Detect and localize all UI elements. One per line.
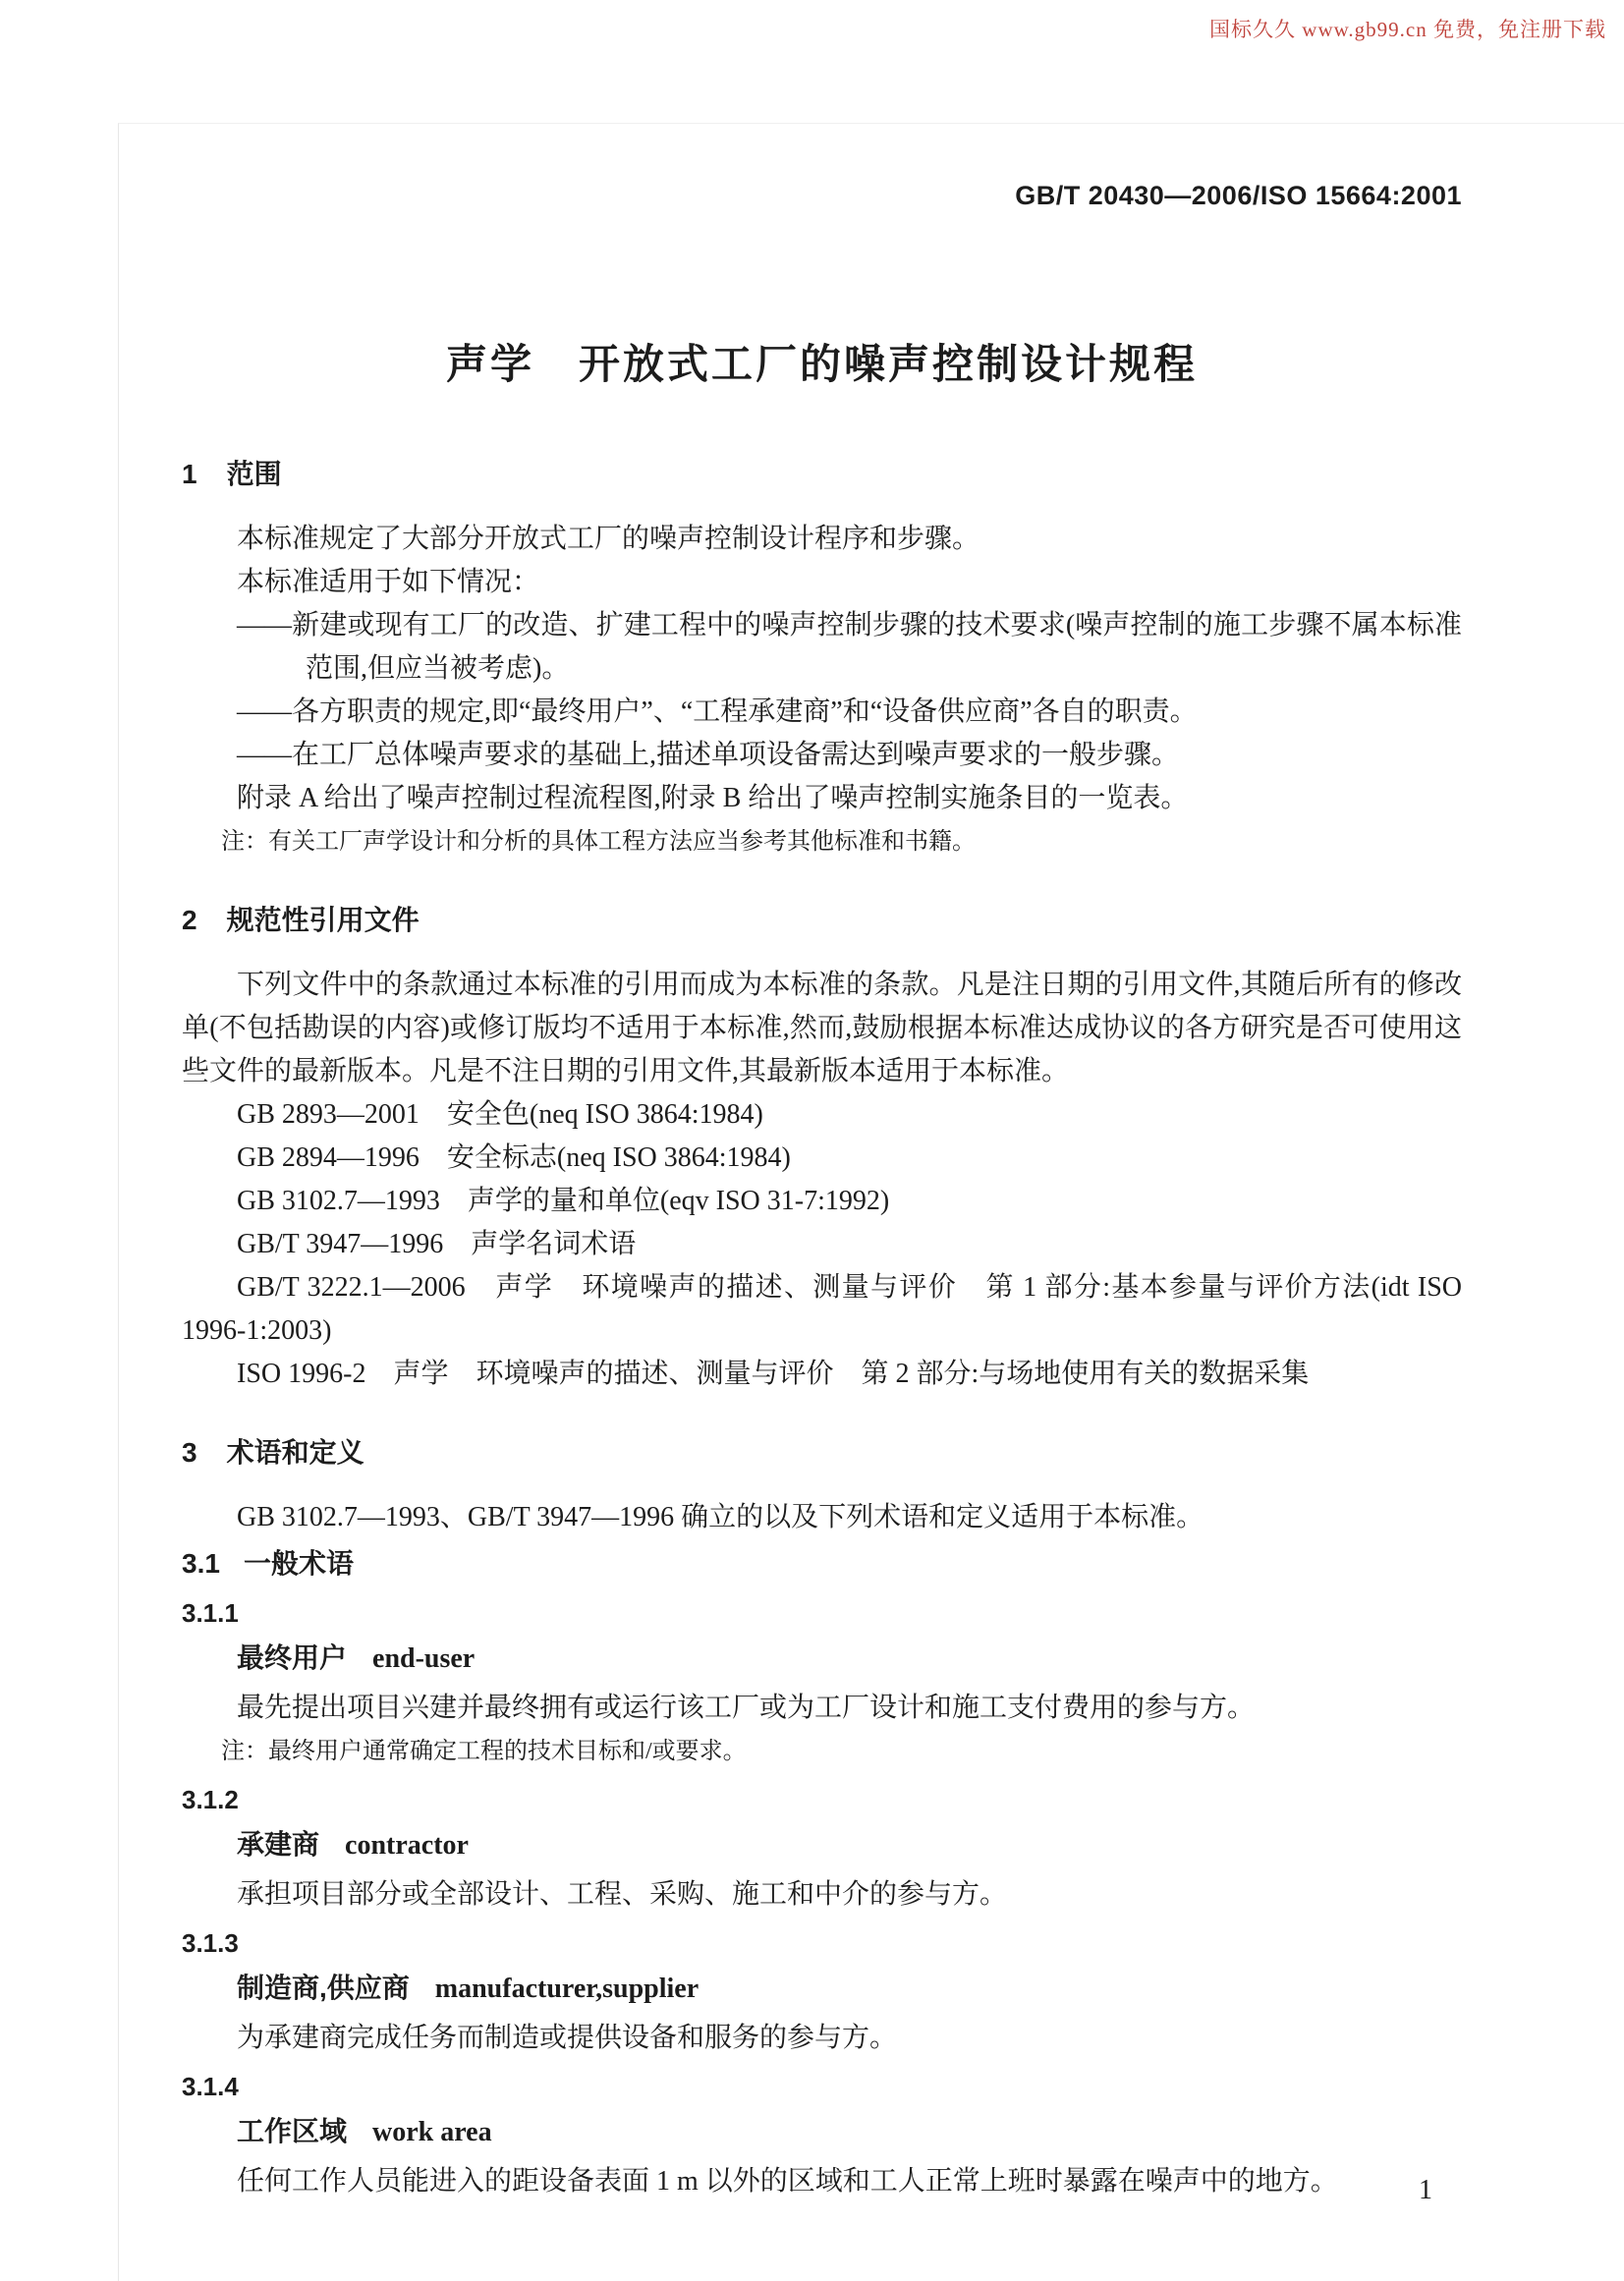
paragraph: 本标准规定了大部分开放式工厂的噪声控制设计程序和步骤。 [237, 524, 980, 554]
term-definition: 为承建商完成任务而制造或提供设备和服务的参与方。 [237, 2023, 898, 2053]
term-name-en: contractor [345, 1830, 469, 1861]
clause-number: 3.1.2 [182, 1785, 239, 1814]
reference-entry: ISO 1996-2 声学 环境噪声的描述、测量与评价 第 2 部分:与场地使用有关的数据采集 [237, 1359, 1310, 1389]
term-entry [182, 2064, 1462, 2203]
list-item: ——新建或现有工厂的改造、扩建工程中的噪声控制步骤的技术要求(噪声控制的施工步骤不属本标准范围,但应当被考虑)。 [237, 610, 1462, 684]
term-name-zh: 最终用户 [237, 1642, 348, 1673]
term-name-zh: 工作区域 [237, 2116, 348, 2146]
section-number: 2 [182, 905, 197, 935]
section-number: 3 [182, 1437, 197, 1468]
term-name-zh: 制造商,供应商 [237, 1973, 410, 2003]
page-number: 1 [1419, 2175, 1432, 2205]
term-name-zh: 承建商 [237, 1829, 320, 1860]
section-2-heading [182, 901, 1462, 940]
reference-entry: GB 2894—1996 安全标志(neq ISO 3864:1984) [237, 1142, 791, 1173]
term-definition: 任何工作人员能进入的距设备表面 1 m 以外的区域和工人正常上班时暴露在噪声中的地方。 [237, 2166, 1338, 2197]
term-definition: 承担项目部分或全部设计、工程、采购、施工和中介的参与方。 [237, 1879, 1008, 1910]
reference-entry: GB 3102.7—1993 声学的量和单位(eqv ISO 31-7:1992) [237, 1186, 890, 1216]
document-title: 声学 开放式工厂的噪声控制设计规程 [445, 341, 1198, 387]
paragraph: 本标准适用于如下情况： [237, 567, 540, 597]
paragraph: 附录 A 给出了噪声控制过程流程图,附录 B 给出了噪声控制实施条目的一览表。 [237, 783, 1189, 813]
reference-entry: GB/T 3222.1—2006 声学 环境噪声的描述、测量与评价 第 1 部分:基本参量与评价方法(idt ISO 1996-1:2003) [182, 1272, 1462, 1346]
subsection-heading-text: 一般术语 [243, 1548, 354, 1579]
term-entry [182, 1777, 1462, 1917]
clause-number: 3.1.1 [182, 1598, 239, 1628]
list-item: ——各方职责的规定,即“最终用户”、“工程承建商”和“设备供应商”各自的职责。 [237, 696, 1198, 727]
section-3-heading [182, 1433, 1462, 1473]
term-name-en: end-user [372, 1643, 476, 1674]
term-name [182, 1636, 1462, 1686]
section-heading-text: 规范性引用文件 [226, 905, 420, 935]
term-entry [182, 1920, 1462, 2060]
subsection-number: 3.1 [182, 1548, 220, 1579]
section-terms-definitions [182, 1433, 1462, 2203]
term-name-en: work area [372, 2117, 492, 2147]
section-1-heading [182, 455, 1462, 494]
list-item: ——在工厂总体噪声要求的基础上,描述单项设备需达到噪声要求的一般步骤。 [237, 740, 1180, 770]
note: 注：有关工厂声学设计和分析的具体工程方法应当参考其他标准和书籍。 [221, 829, 976, 855]
section-scope [182, 455, 1462, 863]
clause-number: 3.1.3 [182, 1928, 239, 1958]
clause-number: 3.1.4 [182, 2072, 239, 2101]
paragraph: GB 3102.7—1993、GB/T 3947—1996 确立的以及下列术语和定义适用于本标准。 [237, 1502, 1204, 1532]
section-normative-references [182, 901, 1462, 1396]
standard-number: GB/T 20430—2006/ISO 15664:2001 [1015, 181, 1462, 210]
reference-entry: GB/T 3947—1996 声学名词术语 [237, 1229, 637, 1259]
section-heading-text: 术语和定义 [226, 1437, 364, 1468]
paragraph: 下列文件中的条款通过本标准的引用而成为本标准的条款。凡是注日期的引用文件,其随后所有的修改单(不包括勘误的内容)或修订版均不适用于本标准,然而,鼓励根据本标准达成协议的各方研究是否可使用这些文件的最新版本。凡是不注日期的引用文件,其最新版本适用于本标准。 [182, 970, 1462, 1086]
term-name-en: manufacturer,supplier [434, 1974, 700, 2004]
reference-entry: GB 2893—2001 安全色(neq ISO 3864:1984) [237, 1099, 763, 1130]
term-name [182, 1822, 1462, 1872]
section-number: 1 [182, 459, 197, 489]
term-entry [182, 1590, 1462, 1773]
watermark: 国标久久 www.gb99.cn 免费，免注册下载 [1209, 18, 1606, 41]
term-name [182, 2109, 1462, 2159]
section-heading-text: 范围 [226, 459, 282, 489]
term-name [182, 1966, 1462, 2016]
note: 注：最终用户通常确定工程的技术目标和/或要求。 [221, 1739, 747, 1764]
subsection-3-1-heading [182, 1541, 1462, 1586]
page-content [182, 180, 1462, 2203]
term-definition: 最先提出项目兴建并最终拥有或运行该工厂或为工厂设计和施工支付费用的参与方。 [237, 1693, 1256, 1723]
